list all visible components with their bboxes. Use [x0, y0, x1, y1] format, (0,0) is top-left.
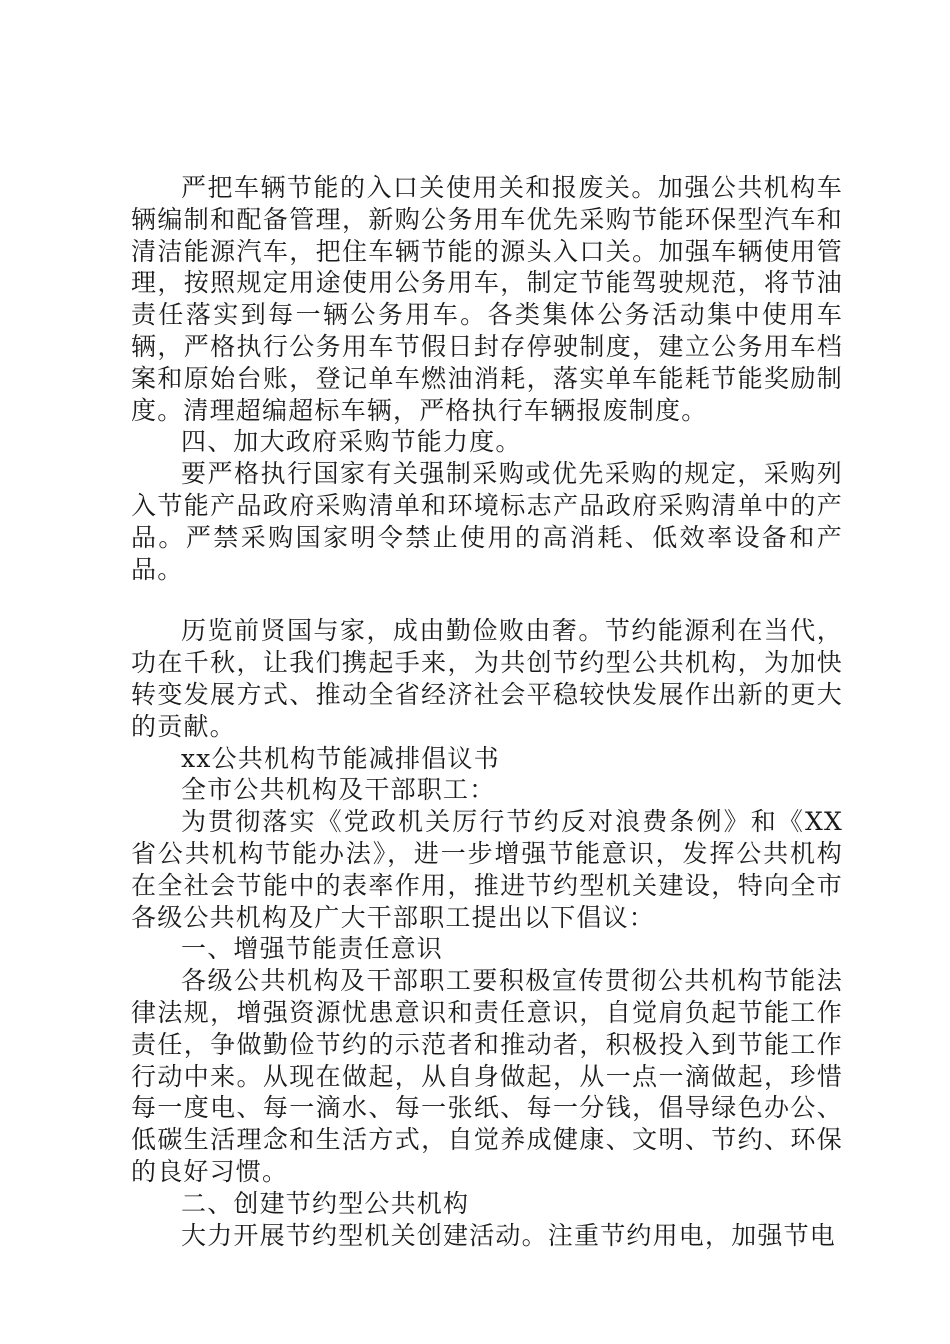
paragraph-closing: 历览前贤国与家，成由勤俭败由奢。节约能源利在当代，功在千秋，让我们携起手来，为共创节约型公共机构，为加快转变发展方式、推动全省经济社会平稳较快发展作出新的更大的贡献。	[131, 616, 843, 741]
paragraph-gap	[131, 585, 843, 615]
paragraph-vehicle-energy: 严把车辆节能的入口关使用关和报废关。加强公共机构车辆编制和配备管理，新购公务用车优先采购节能环保型汽车和清洁能源汽车，把住车辆节能的源头入口关。加强车辆使用管理，按照规定用途使用公务用车，制定节能驾驶规范，将节油责任落实到每一辆公务用车。各类集体公务活动集中使用车辆，严格执行公务用车节假日封存停驶制度，建立公务用车档案和原始台账，登记单车燃油消耗，落实单车能耗节能奖励制度。清理超编超标车辆，严格执行车辆报废制度。	[131, 173, 843, 425]
heading-responsibility: 一、增强节能责任意识	[181, 934, 444, 964]
paragraph-saving-institutions: 大力开展节约型机关创建活动。注重节约用电，加强节电	[181, 1220, 837, 1250]
document-body	[131, 172, 843, 1251]
salutation: 全市公共机构及干部职工：	[181, 775, 496, 805]
paragraph-responsibility: 各级公共机构及干部职工要积极宣传贯彻公共机构节能法律法规，增强资源忧患意识和责任意识，自觉肩负起节能工作责任，争做勤俭节约的示范者和推动者，积极投入到节能工作行动中来。从现在做起，从自身做起，从一点一滴做起，珍惜每一度电、每一滴水、每一张纸、每一分钱，倡导绿色办公、低碳生活理念和生活方式，自觉养成健康、文明、节约、环保的良好习惯。	[131, 966, 843, 1186]
paragraph-intro: 为贯彻落实《党政机关厉行节约反对浪费条例》和《XX省公共机构节能办法》，进一步增强节能意识，发挥公共机构在全社会节能中的表率作用，推进节约型机关建设，特向全市各级公共机构及广大干部职工提出以下倡议：	[131, 807, 843, 932]
heading-procurement: 四、加大政府采购节能力度。	[181, 427, 522, 457]
paragraph-procurement: 要严格执行国家有关强制采购或优先采购的规定，采购列入节能产品政府采购清单和环境标志产品政府采购清单中的产品。严禁采购国家明令禁止使用的高消耗、低效率设备和产品。	[131, 459, 843, 584]
proposal-title: xx公共机构节能减排倡议书	[181, 743, 500, 773]
heading-saving-institutions: 二、创建节约型公共机构	[181, 1188, 470, 1218]
